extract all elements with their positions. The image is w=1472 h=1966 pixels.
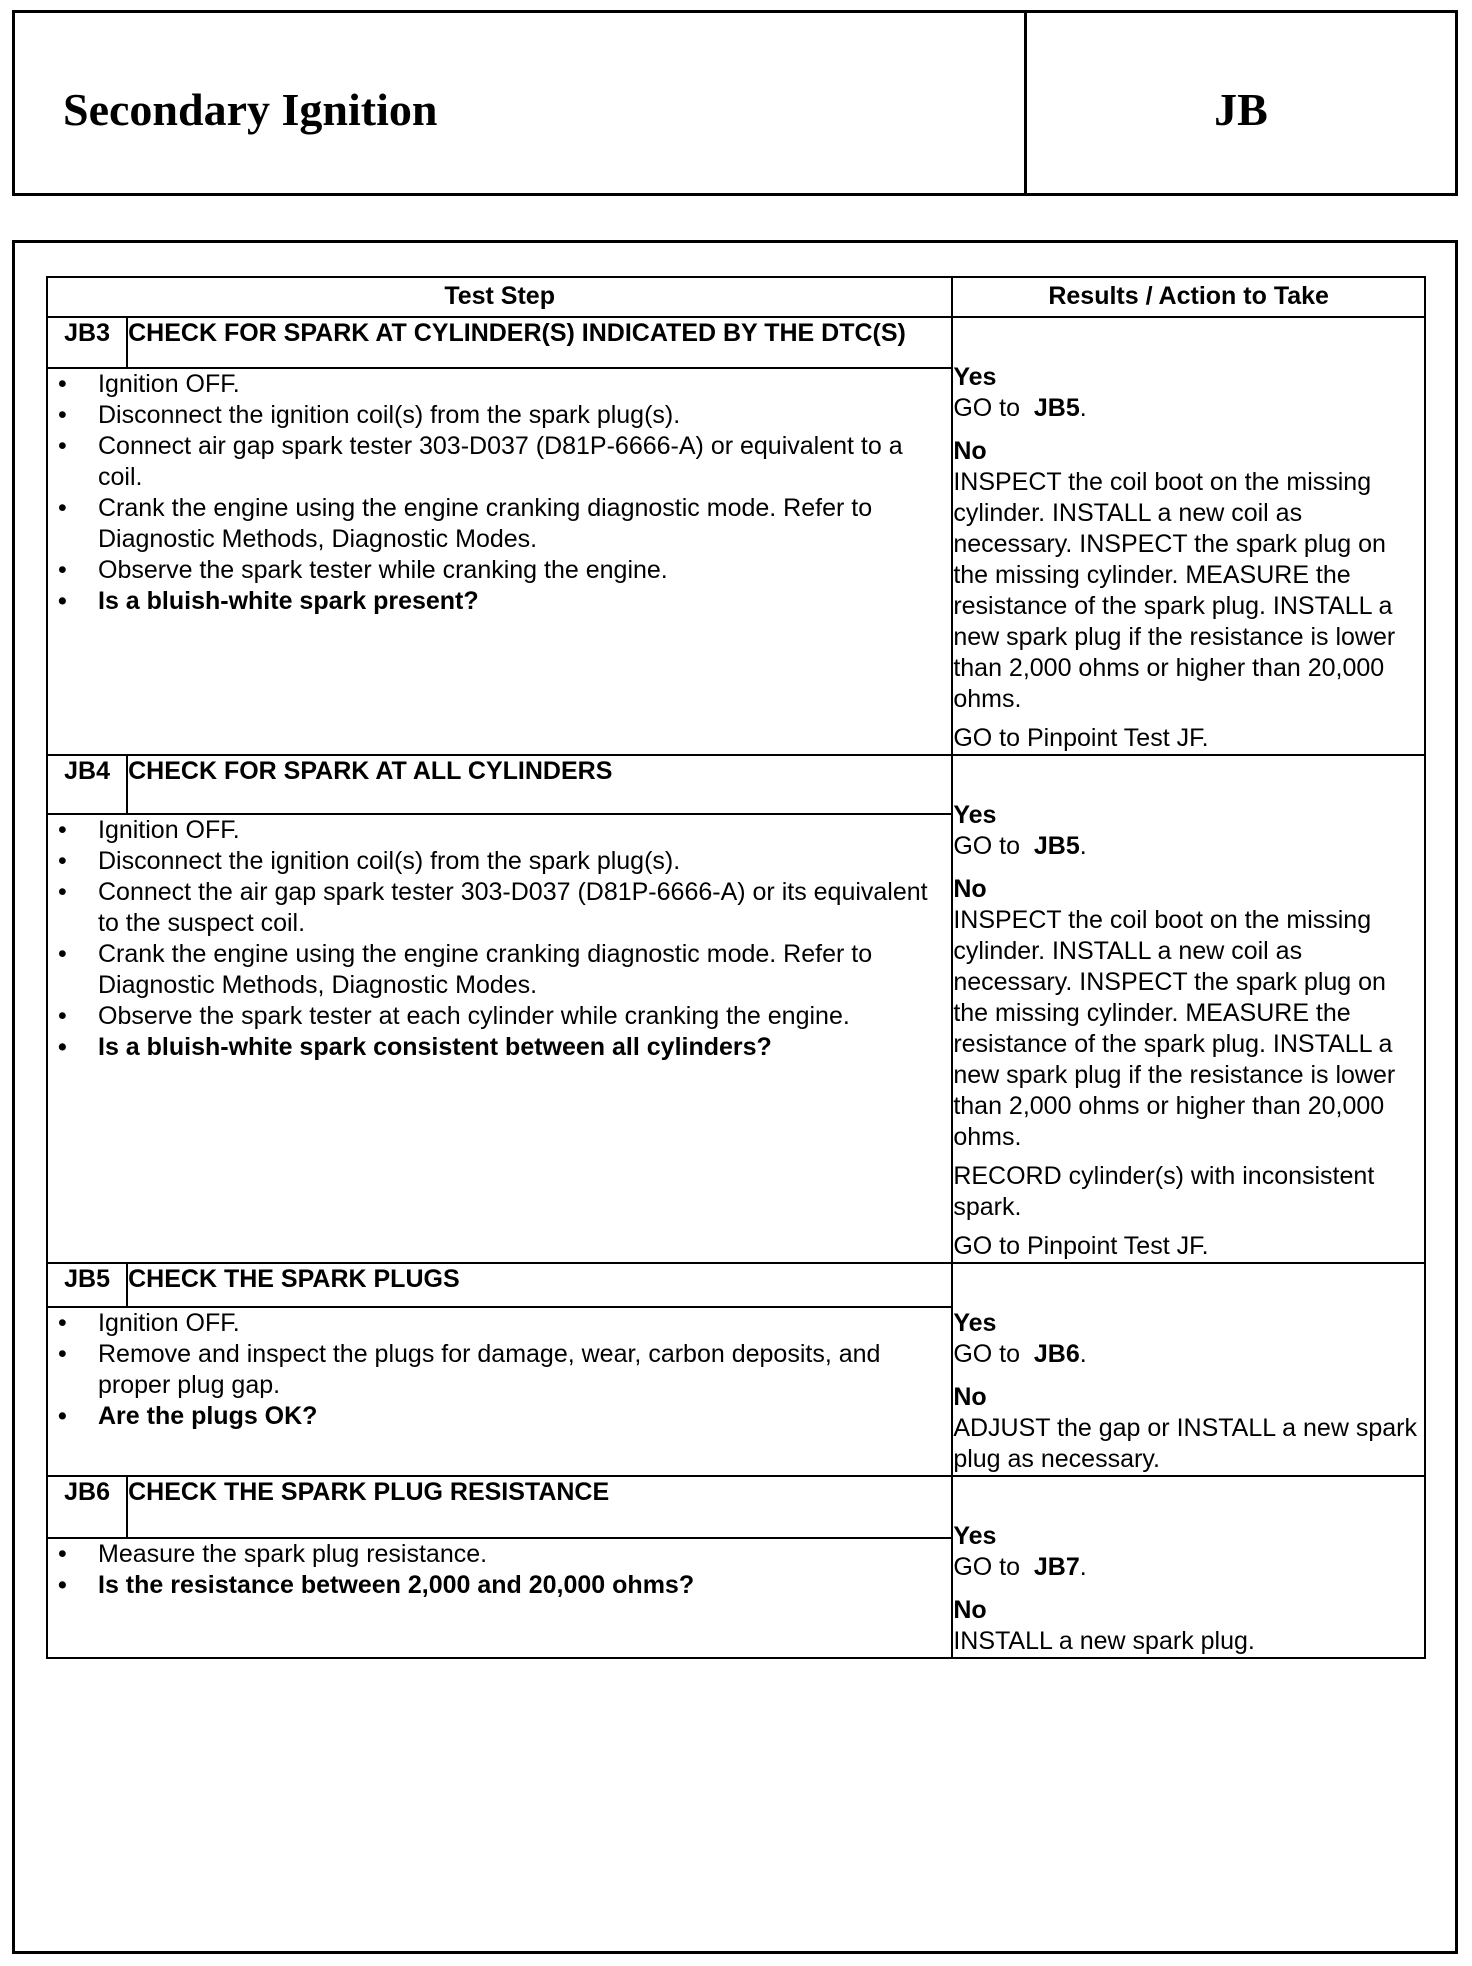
bullet-item: • Disconnect the ignition coil(s) from the spark plug(s). — [98, 846, 951, 877]
test-step-header: Test Step — [47, 277, 952, 317]
bullet-question: • Is a bluish-white spark consistent between all cylinders? — [98, 1032, 951, 1063]
bullet-item: • Ignition OFF. — [98, 1308, 951, 1339]
step-bullets — [48, 815, 951, 1063]
bullet-item: • Observe the spark tester at each cylinder while cranking the engine. — [98, 1001, 951, 1032]
bullet-item: • Measure the spark plug resistance. — [98, 1539, 951, 1570]
bullet-item: • Disconnect the ignition coil(s) from the spark plug(s). — [98, 400, 951, 431]
step-jb6-title-row — [47, 1476, 1425, 1538]
no-label: No — [953, 1596, 987, 1624]
step-jb4-title-row — [47, 755, 1425, 814]
step-id: JB4 — [47, 755, 127, 814]
bullet-item: • Crank the engine using the engine cranking diagnostic mode. Refer to Diagnostic Methods, Diagnostic Modes. — [98, 493, 951, 555]
step-jb6-body — [47, 1538, 952, 1658]
step-bullets — [48, 369, 951, 617]
yes-action: GO to JB5. — [953, 832, 1087, 860]
step-jb6-results — [952, 1476, 1425, 1658]
no-action: INSPECT the coil boot on the missing cylinder. INSTALL a new coil as necessary. INSPECT the spark plug on the missing cylinder. MEASURE the resistance of the spark plug. INSTALL a new spark plug if the resistance is lower than 2,000 ohms or higher than 20,000 ohms. — [953, 906, 1396, 1151]
no-label: No — [953, 1383, 987, 1411]
step-jb5-title-row — [47, 1263, 1425, 1307]
step-id: JB5 — [47, 1263, 127, 1307]
step-jb3-title-row — [47, 317, 1425, 368]
step-title: CHECK FOR SPARK AT CYLINDER(S) INDICATED BY THE DTC(S) — [127, 317, 952, 368]
no-goto: GO to Pinpoint Test JF. — [953, 724, 1209, 752]
yes-label: Yes — [953, 1309, 997, 1337]
step-bullets — [48, 1539, 951, 1601]
step-jb4-body — [47, 814, 952, 1263]
yes-label: Yes — [953, 363, 997, 391]
yes-label: Yes — [953, 801, 997, 829]
bullet-item: • Crank the engine using the engine cranking diagnostic mode. Refer to Diagnostic Methods, Diagnostic Modes. — [98, 939, 951, 1001]
step-jb5-body — [47, 1307, 952, 1476]
step-title: CHECK THE SPARK PLUGS — [127, 1263, 952, 1307]
yes-action: GO to JB5. — [953, 394, 1087, 422]
goto-link[interactable]: JB7 — [1033, 1553, 1080, 1581]
no-action: INSTALL a new spark plug. — [953, 1627, 1255, 1655]
no-label: No — [953, 437, 987, 465]
no-record: RECORD cylinder(s) with inconsistent spark. — [953, 1162, 1375, 1221]
page-title: Secondary Ignition — [63, 84, 438, 135]
test-step-table — [46, 276, 1426, 1659]
bullet-item: • Observe the spark tester while cranking the engine. — [98, 555, 951, 586]
bullet-item: • Ignition OFF. — [98, 369, 951, 400]
yes-action: GO to JB7. — [953, 1553, 1087, 1581]
no-action: ADJUST the gap or INSTALL a new spark plug as necessary. — [953, 1414, 1417, 1473]
bullet-item: • Ignition OFF. — [98, 815, 951, 846]
no-label: No — [953, 875, 987, 903]
step-title: CHECK FOR SPARK AT ALL CYLINDERS — [127, 755, 952, 814]
table-header-row — [47, 277, 1425, 317]
goto-link[interactable]: JB5 — [1033, 394, 1080, 422]
no-goto: GO to Pinpoint Test JF. — [953, 1232, 1209, 1260]
yes-action: GO to JB6. — [953, 1340, 1087, 1368]
bullet-question: • Is a bluish-white spark present? — [98, 586, 951, 617]
step-id: JB3 — [47, 317, 127, 368]
bullet-item: • Remove and inspect the plugs for damage, wear, carbon deposits, and proper plug gap. — [98, 1339, 951, 1401]
bullet-item: • Connect air gap spark tester 303-D037 (D81P-6666-A) or equivalent to a coil. — [98, 431, 951, 493]
step-jb3-body — [47, 368, 952, 755]
section-code: JB — [1214, 84, 1268, 135]
step-bullets — [48, 1308, 951, 1432]
goto-link[interactable]: JB5 — [1033, 832, 1080, 860]
yes-label: Yes — [953, 1522, 997, 1550]
step-jb3-results — [952, 317, 1425, 755]
step-id: JB6 — [47, 1476, 127, 1538]
step-title: CHECK THE SPARK PLUG RESISTANCE — [127, 1476, 952, 1538]
step-jb5-results — [952, 1263, 1425, 1476]
bullet-question: • Are the plugs OK? — [98, 1401, 951, 1432]
results-header: Results / Action to Take — [952, 277, 1425, 317]
step-jb4-results — [952, 755, 1425, 1263]
document-header — [12, 10, 1458, 196]
bullet-item: • Connect the air gap spark tester 303-D037 (D81P-6666-A) or its equivalent to the suspect coil. — [98, 877, 951, 939]
goto-link[interactable]: JB6 — [1033, 1340, 1080, 1368]
no-action: INSPECT the coil boot on the missing cylinder. INSTALL a new coil as necessary. INSPECT the spark plug on the missing cylinder. MEASURE the resistance of the spark plug. INSTALL a new spark plug if the resistance is lower than 2,000 ohms or higher than 20,000 ohms. — [953, 468, 1396, 713]
bullet-question: • Is the resistance between 2,000 and 20,000 ohms? — [98, 1570, 951, 1601]
